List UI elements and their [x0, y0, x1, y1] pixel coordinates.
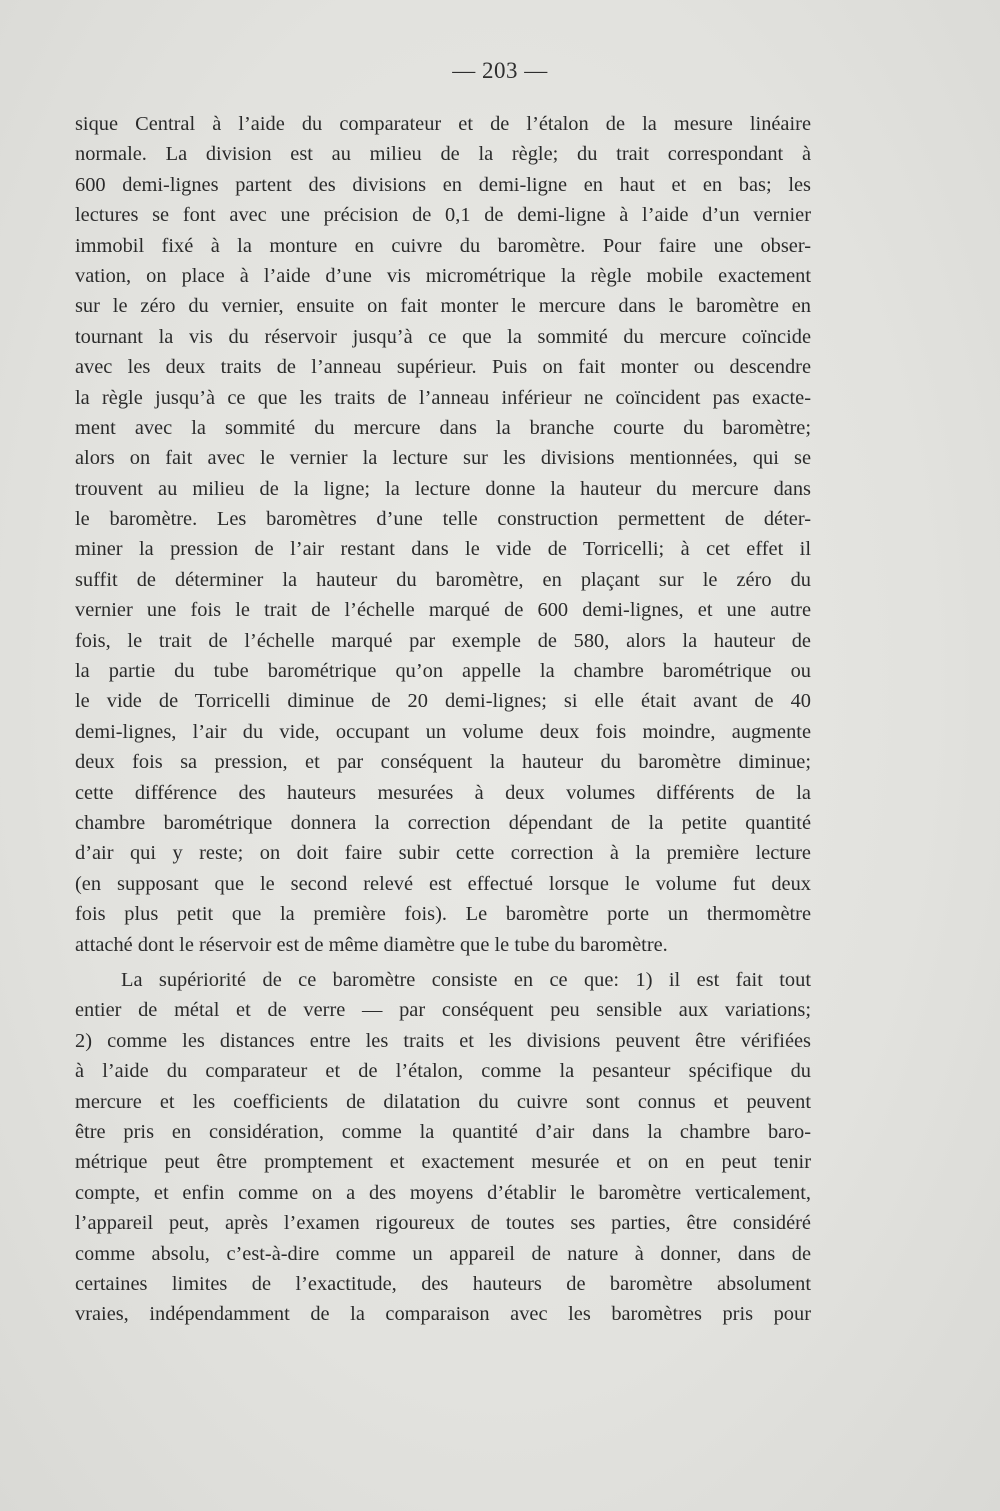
text-line: entier de métal et de verre — par conséquent peu sensible aux variations;: [75, 999, 811, 1022]
text-line: vation, on place à l’aide d’une vis micrométrique la règle mobile exactement: [75, 264, 811, 287]
text-line: La supériorité de ce baromètre consiste en ce que: 1) il est fait tout: [121, 969, 811, 991]
text-line: fois, le trait de l’échelle marqué par exemple de 580, alors la hauteur de: [75, 629, 811, 652]
text-line: deux fois sa pression, et par conséquent la hauteur du baromètre diminue;: [75, 751, 811, 774]
text-line: trouvent au milieu de la ligne; la lecture donne la hauteur du mercure dans: [75, 477, 811, 500]
text-line: cette différence des hauteurs mesurées à deux volumes différents de la: [75, 781, 811, 804]
text-line: avec les deux traits de l’anneau supérieur. Puis on fait monter ou descendre: [75, 356, 811, 379]
text-line: suffit de déterminer la hauteur du baromètre, en plaçant sur le zéro du: [75, 568, 811, 591]
text-line: alors on fait avec le vernier la lecture sur les divisions mentionnées, qui se: [75, 447, 811, 470]
text-line: immobil fixé à la monture en cuivre du baromètre. Pour faire une obser-: [75, 234, 811, 257]
text-line: tournant la vis du réservoir jusqu’à ce que la sommité du mercure coïncide: [75, 325, 811, 348]
text-line: le vide de Torricelli diminue de 20 demi-lignes; si elle était avant de 40: [75, 690, 811, 713]
text-line: à l’aide du comparateur et de l’étalon, comme la pesanteur spécifique du: [75, 1060, 811, 1083]
text-line: la partie du tube barométrique qu’on appelle la chambre barométrique ou: [75, 660, 811, 683]
text-line: sur le zéro du vernier, ensuite on fait monter le mercure dans le baromètre en: [75, 295, 811, 318]
text-line: ment avec la sommité du mercure dans la branche courte du baromètre;: [75, 416, 811, 439]
text-line: vernier une fois le trait de l’échelle marqué de 600 demi-lignes, et une autre: [75, 599, 811, 622]
text-line: (en supposant que le second relevé est effectué lorsque le volume fut deux: [75, 872, 811, 895]
text-line: certaines limites de l’exactitude, des hauteurs de baromètre absolument: [75, 1272, 811, 1295]
paragraph-2: [75, 965, 811, 1330]
text-line: chambre barométrique donnera la correction dépendant de la petite quantité: [75, 811, 811, 834]
text-line: miner la pression de l’air restant dans le vide de Torricelli; à cet effet il: [75, 538, 811, 561]
text-line: l’appareil peut, après l’examen rigoureux de toutes ses parties, être considéré: [75, 1212, 811, 1235]
text-line: 2) comme les distances entre les traits et les divisions peuvent être vérifiées: [75, 1029, 811, 1052]
text-line: comme absolu, c’est-à-dire comme un appareil de nature à donner, dans de: [75, 1242, 811, 1265]
text-line: être pris en considération, comme la quantité d’air dans la chambre baro-: [75, 1120, 811, 1143]
text-line: le baromètre. Les baromètres d’une telle construction permettent de déter-: [75, 508, 811, 531]
text-line: compte, et enfin comme on a des moyens d’établir le baromètre verticalement,: [75, 1181, 811, 1204]
page-number: — 203 —: [452, 58, 548, 83]
text-line: demi-lignes, l’air du vide, occupant un volume deux fois moindre, augmente: [75, 720, 811, 743]
text-line: 600 demi-lignes partent des divisions en demi-ligne en haut et en bas; les: [75, 173, 811, 196]
text-line: métrique peut être promptement et exactement mesurée et on en peut tenir: [75, 1151, 811, 1174]
text-line: fois plus petit que la première fois). Le baromètre porte un thermomètre: [75, 903, 811, 926]
text-line: vraies, indépendamment de la comparaison avec les baromètres pris pour: [75, 1303, 811, 1326]
text-line: sique Central à l’aide du comparateur et de l’étalon de la mesure linéaire: [75, 113, 811, 135]
text-line: normale. La division est au milieu de la règle; du trait correspondant à: [75, 143, 811, 166]
text-line: lectures se font avec une précision de 0,1 de demi-ligne à l’aide d’un vernier: [75, 204, 811, 227]
text-line: attaché dont le réservoir est de même diamètre que le tube du baromètre.: [75, 933, 668, 956]
text-line: la règle jusqu’à ce que les traits de l’anneau inférieur ne coïncident pas exacte-: [75, 386, 811, 409]
text-line: mercure et les coefficients de dilatation du cuivre sont connus et peuvent: [75, 1090, 811, 1113]
text-line: d’air qui y reste; on doit faire subir cette correction à la première lecture: [75, 842, 811, 865]
paragraph-1: [75, 109, 811, 960]
